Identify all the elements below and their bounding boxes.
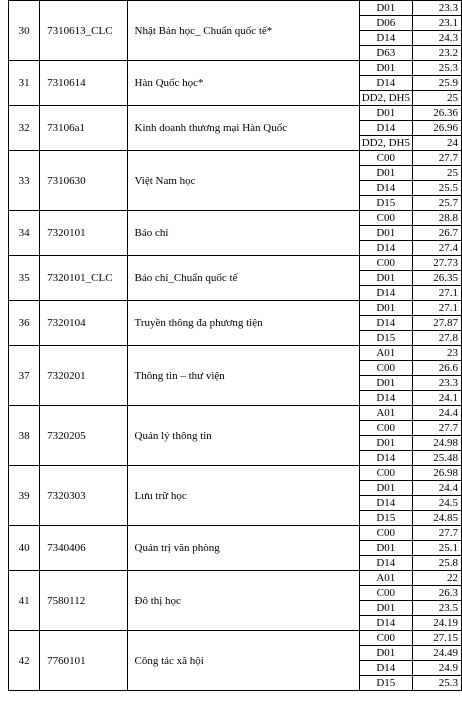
major-code-cell: 7310614 [40, 61, 127, 106]
major-name-cell: Kinh doanh thương mại Hàn Quốc [127, 106, 359, 151]
subject-combination-cell: D14 [359, 661, 412, 676]
score-cell: 25.8 [412, 556, 461, 571]
score-cell: 26.3 [412, 586, 461, 601]
table-row [9, 346, 462, 361]
major-name-cell: Truyền thông đa phương tiện [127, 301, 359, 346]
table-row [9, 211, 462, 226]
score-cell: 25.1 [412, 541, 461, 556]
subject-combination-cell: A01 [359, 571, 412, 586]
table-row [9, 631, 462, 646]
score-cell: 27.7 [412, 151, 461, 166]
subject-combination-cell: D01 [359, 541, 412, 556]
subject-combination-cell: D14 [359, 391, 412, 406]
row-number-cell: 30 [9, 1, 40, 61]
row-number-cell: 41 [9, 571, 40, 631]
row-number-cell: 38 [9, 406, 40, 466]
score-cell: 23.3 [412, 1, 461, 16]
subject-combination-cell: D01 [359, 61, 412, 76]
subject-combination-cell: D14 [359, 286, 412, 301]
major-code-cell: 7320205 [40, 406, 127, 466]
subject-combination-cell: D14 [359, 241, 412, 256]
major-name-cell: Lưu trữ học [127, 466, 359, 526]
row-number-cell: 35 [9, 256, 40, 301]
table-row [9, 151, 462, 166]
score-cell: 24.49 [412, 646, 461, 661]
row-number-cell: 39 [9, 466, 40, 526]
major-name-cell: Thông tin – thư viện [127, 346, 359, 406]
score-cell: 27.87 [412, 316, 461, 331]
score-cell: 23.3 [412, 376, 461, 391]
major-code-cell: 7580112 [40, 571, 127, 631]
major-code-cell: 7760101 [40, 631, 127, 691]
subject-combination-cell: D01 [359, 481, 412, 496]
subject-combination-cell: C00 [359, 421, 412, 436]
major-name-cell: Quản trị văn phòng [127, 526, 359, 571]
subject-combination-cell: D14 [359, 556, 412, 571]
subject-combination-cell: D14 [359, 31, 412, 46]
major-code-cell: 7320101 [40, 211, 127, 256]
table-row [9, 256, 462, 271]
score-cell: 27.1 [412, 286, 461, 301]
score-cell: 26.96 [412, 121, 461, 136]
score-cell: 23.2 [412, 46, 461, 61]
subject-combination-cell: D14 [359, 496, 412, 511]
table-row [9, 571, 462, 586]
score-cell: 24.98 [412, 436, 461, 451]
score-cell: 23 [412, 346, 461, 361]
table-body [9, 1, 462, 691]
score-cell: 26.98 [412, 466, 461, 481]
score-cell: 26.35 [412, 271, 461, 286]
score-cell: 27.15 [412, 631, 461, 646]
subject-combination-cell: C00 [359, 256, 412, 271]
major-code-cell: 7340406 [40, 526, 127, 571]
score-cell: 25.3 [412, 61, 461, 76]
subject-combination-cell: C00 [359, 526, 412, 541]
score-cell: 27.1 [412, 301, 461, 316]
row-number-cell: 40 [9, 526, 40, 571]
subject-combination-cell: C00 [359, 361, 412, 376]
subject-combination-cell: D14 [359, 76, 412, 91]
major-name-cell: Hàn Quốc học* [127, 61, 359, 106]
subject-combination-cell: D14 [359, 316, 412, 331]
score-cell: 23.5 [412, 601, 461, 616]
subject-combination-cell: D14 [359, 121, 412, 136]
table-row [9, 406, 462, 421]
subject-combination-cell: D01 [359, 226, 412, 241]
subject-combination-cell: D06 [359, 16, 412, 31]
score-cell: 25 [412, 166, 461, 181]
score-cell: 25 [412, 91, 461, 106]
subject-combination-cell: C00 [359, 586, 412, 601]
score-cell: 26.6 [412, 361, 461, 376]
score-cell: 22 [412, 571, 461, 586]
row-number-cell: 32 [9, 106, 40, 151]
major-code-cell: 7320104 [40, 301, 127, 346]
row-number-cell: 33 [9, 151, 40, 211]
score-cell: 27.73 [412, 256, 461, 271]
major-code-cell: 7320201 [40, 346, 127, 406]
score-cell: 24 [412, 136, 461, 151]
subject-combination-cell: D01 [359, 646, 412, 661]
major-name-cell: Đô thị học [127, 571, 359, 631]
score-cell: 27.7 [412, 526, 461, 541]
score-cell: 28.8 [412, 211, 461, 226]
subject-combination-cell: D01 [359, 301, 412, 316]
major-name-cell: Việt Nam học [127, 151, 359, 211]
subject-combination-cell: D14 [359, 181, 412, 196]
table-row [9, 61, 462, 76]
table-row [9, 106, 462, 121]
row-number-cell: 31 [9, 61, 40, 106]
subject-combination-cell: D15 [359, 196, 412, 211]
subject-combination-cell: C00 [359, 211, 412, 226]
major-name-cell: Công tác xã hội [127, 631, 359, 691]
score-cell: 23.1 [412, 16, 461, 31]
score-cell: 24.4 [412, 481, 461, 496]
score-cell: 24.9 [412, 661, 461, 676]
table-row [9, 301, 462, 316]
subject-combination-cell: C00 [359, 466, 412, 481]
score-cell: 27.4 [412, 241, 461, 256]
score-cell: 26.36 [412, 106, 461, 121]
major-name-cell: Báo chí [127, 211, 359, 256]
row-number-cell: 37 [9, 346, 40, 406]
subject-combination-cell: D14 [359, 616, 412, 631]
major-code-cell: 73106a1 [40, 106, 127, 151]
score-cell: 24.3 [412, 31, 461, 46]
subject-combination-cell: A01 [359, 406, 412, 421]
subject-combination-cell: A01 [359, 346, 412, 361]
major-name-cell: Nhật Bản học_ Chuẩn quốc tế* [127, 1, 359, 61]
score-cell: 25.5 [412, 181, 461, 196]
subject-combination-cell: D63 [359, 46, 412, 61]
subject-combination-cell: D14 [359, 451, 412, 466]
subject-combination-cell: D15 [359, 676, 412, 691]
table-row [9, 1, 462, 16]
score-cell: 25.3 [412, 676, 461, 691]
subject-combination-cell: C00 [359, 151, 412, 166]
major-code-cell: 7320101_CLC [40, 256, 127, 301]
subject-combination-cell: DD2, DH5 [359, 91, 412, 106]
major-name-cell: Quản lý thông tin [127, 406, 359, 466]
score-cell: 27.8 [412, 331, 461, 346]
subject-combination-cell: DD2, DH5 [359, 136, 412, 151]
row-number-cell: 42 [9, 631, 40, 691]
subject-combination-cell: D01 [359, 106, 412, 121]
score-cell: 25.48 [412, 451, 461, 466]
score-cell: 25.7 [412, 196, 461, 211]
score-cell: 27.7 [412, 421, 461, 436]
major-code-cell: 7320303 [40, 466, 127, 526]
row-number-cell: 36 [9, 301, 40, 346]
score-cell: 24.4 [412, 406, 461, 421]
subject-combination-cell: D01 [359, 166, 412, 181]
row-number-cell: 34 [9, 211, 40, 256]
score-cell: 24.19 [412, 616, 461, 631]
score-cell: 25.9 [412, 76, 461, 91]
admission-score-table-page [8, 0, 462, 691]
score-cell: 24.5 [412, 496, 461, 511]
subject-combination-cell: C00 [359, 631, 412, 646]
subject-combination-cell: D15 [359, 331, 412, 346]
subject-combination-cell: D01 [359, 436, 412, 451]
table-row [9, 466, 462, 481]
major-code-cell: 7310613_CLC [40, 1, 127, 61]
subject-combination-cell: D01 [359, 1, 412, 16]
admission-score-table [8, 0, 462, 691]
score-cell: 24.1 [412, 391, 461, 406]
major-code-cell: 7310630 [40, 151, 127, 211]
major-name-cell: Báo chí_Chuẩn quốc tế [127, 256, 359, 301]
table-row [9, 526, 462, 541]
score-cell: 26.7 [412, 226, 461, 241]
subject-combination-cell: D15 [359, 511, 412, 526]
subject-combination-cell: D01 [359, 376, 412, 391]
subject-combination-cell: D01 [359, 271, 412, 286]
subject-combination-cell: D01 [359, 601, 412, 616]
score-cell: 24.85 [412, 511, 461, 526]
